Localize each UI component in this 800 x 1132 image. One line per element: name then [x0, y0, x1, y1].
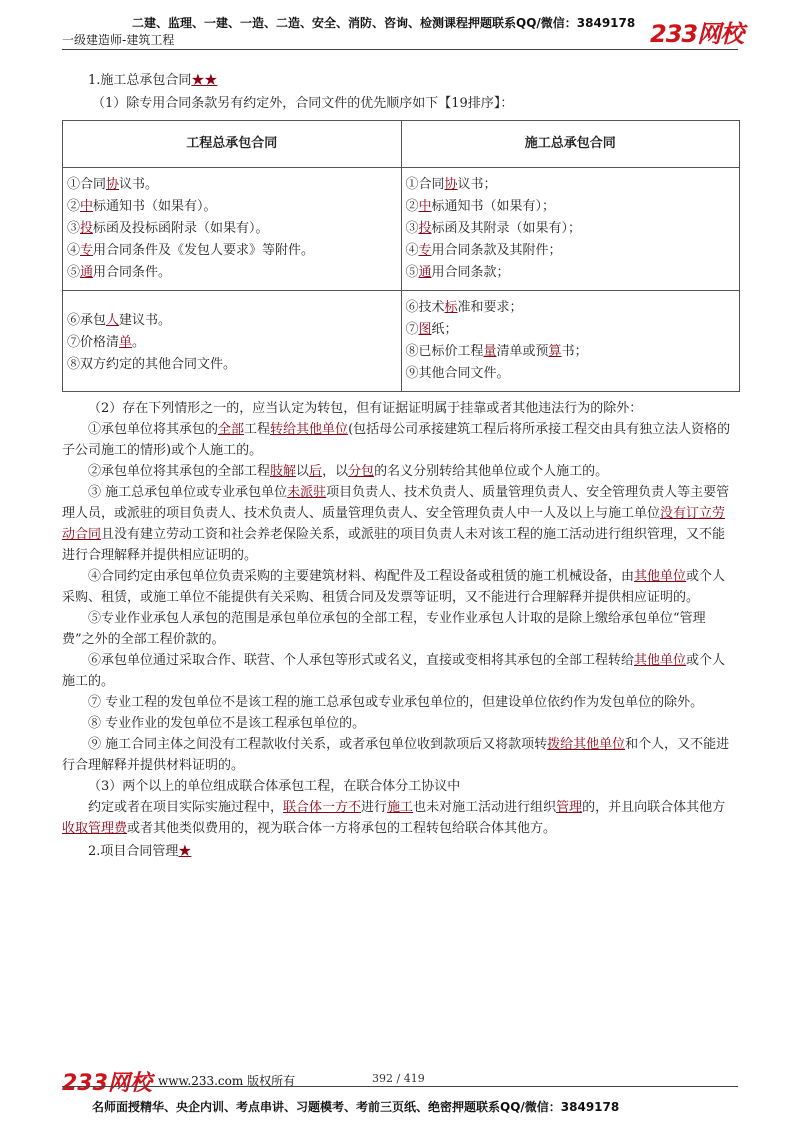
list-item: ⑦价格清单。: [67, 335, 146, 350]
importance-stars: ★: [178, 844, 192, 859]
list-item: ④专用合同条款及其附件；: [405, 243, 562, 258]
document-body: [62, 70, 738, 862]
paragraph-item-5: ⑤专业作业承包人承包的范围是承包单位承包的全部工程，专业作业承包人计取的是除上缴给承包单位“管理费”之外的全部工程价款的。: [62, 611, 706, 647]
list-item: ②中标通知书（如果有）；: [405, 199, 556, 214]
header-contact-line: 二建、监理、一建、一造、二造、安全、消防、咨询、检测课程押题联系QQ/微信：3849178: [132, 16, 636, 30]
paragraph-item-1: ①承包单位将其承包的全部工程转给其他单位(包括母公司承接建筑工程后将所承接工程交由具有独立法人资格的子公司施工的情形)或个人施工的。: [62, 422, 731, 458]
paragraph-item-9: ⑨ 施工合同主体之间没有工程款收付关系，或者承包单位收到款项后又将款项转拨给其他单位和个人，又不能进行合理解释并提供材料证明的。: [62, 737, 730, 773]
list-item: ⑧双方约定的其他合同文件。: [67, 357, 237, 372]
paragraph-item-2: ②承包单位将其承包的全部工程肢解以后，以分包的名义分别转给其他单位或个人施工的。: [88, 464, 609, 479]
table-row: [63, 168, 740, 291]
paragraph-item-7: ⑦ 专业工程的发包单位不是该工程的施工总承包或专业承包单位的，但建设单位依约作为发包单位的除外。: [88, 695, 704, 710]
paragraph-item-3: ③ 施工总承包单位或专业承包单位未派驻项目负责人、技术负责人、质量管理负责人、安全管理负责人等主要管理人员，或派驻的项目负责人、技术负责人、质量管理负责人、安全管理负责人中一人及以上与施工单位没有订立劳动合同且没有建立劳动工资和社会养老保险关系，或派驻的项目负责人未对该工程的施工活动进行组织管理，又不能进行合理解释并提供相应证明的。: [62, 485, 730, 563]
paragraph-item-4: ④合同约定由承包单位负责采购的主要建筑材料、构配件及工程设备或租赁的施工机械设备，由其他单位或个人采购、租赁，或施工单位不能提供有关采购、租赁合同及发票等证明，又不能进行合理解释并提供相应证明的。: [62, 569, 726, 605]
list-item: ⑧已标价工程量清单或预算书；: [405, 344, 588, 359]
footer-contact-line: 名师面授精华、央企内训、考点串讲、习题模考、考前三页纸、绝密押题联系QQ/微信：3849178: [92, 1100, 620, 1114]
paragraph-item-6: ⑥承包单位通过采取合作、联营、个人承包等形式或名义，直接或变相将其承包的全部工程转给其他单位或个人施工的。: [62, 653, 726, 689]
importance-stars: ★★: [191, 73, 218, 88]
list-item: ⑤通用合同条款；: [405, 265, 510, 280]
section-subtitle: （1）除专用合同条款另有约定外，合同文件的优先顺序如下【19排序】：: [92, 96, 514, 111]
list-item: ⑤通用合同条件。: [67, 265, 172, 280]
table-cell-right-a: [401, 168, 740, 291]
list-item: ⑦图纸；: [405, 322, 458, 337]
paragraph-joint-venture: 约定或者在项目实际实施过程中，联合体一方不进行施工也未对施工活动进行组织管理的，并且向联合体其他方收取管理费或者其他类似费用的，视为联合体一方将承包的工程转包给联合体其他方。: [62, 800, 726, 836]
list-item: ⑨其他合同文件。: [405, 366, 510, 381]
contract-priority-table: [62, 120, 740, 392]
list-item: ⑥承包人建议书。: [67, 313, 172, 328]
list-item: ②中标通知书（如果有）。: [67, 199, 217, 214]
list-item: ①合同协议书。: [67, 177, 159, 192]
section-title-2: 2.项目合同管理★: [88, 844, 192, 859]
list-item: ⑥技术标准和要求；: [405, 300, 523, 315]
page-number: 392 / 419: [372, 1072, 425, 1085]
table-cell-left-a: [63, 168, 402, 291]
paragraph-intro-3: （3）两个以上的单位组成联合体承包工程，在联合体分工协议中: [88, 779, 461, 794]
paragraph-item-8: ⑧ 专业作业的发包单位不是该工程承包单位的。: [88, 716, 366, 731]
page-header: [0, 0, 800, 60]
list-item: ①合同协议书；: [405, 177, 497, 192]
table-row: [63, 291, 740, 392]
table-header-cell: 工程总承包合同: [63, 121, 402, 168]
footer-site: www.233.com 版权所有: [158, 1074, 296, 1088]
header-subject: 一级建造师-建筑工程: [62, 33, 175, 47]
table-cell-right-b: [401, 291, 740, 392]
brand-logo: 233网校: [650, 20, 744, 48]
list-item: ④专用合同条件及《发包人要求》等附件。: [67, 243, 315, 258]
footer-divider: [62, 1086, 738, 1087]
table-cell-left-b: [63, 291, 402, 392]
paragraph-intro-2: （2）存在下列情形之一的，应当认定为转包，但有证据证明属于挂靠或者其他违法行为的除外：: [88, 401, 643, 416]
list-item: ③投标函及其附录（如果有）；: [405, 221, 582, 236]
header-divider: [62, 49, 738, 50]
section-title-1: 1.施工总承包合同★★: [88, 73, 218, 88]
list-item: ③投标函及投标函附录（如果有）。: [67, 221, 269, 236]
table-header-cell: 施工总承包合同: [401, 121, 740, 168]
footer-logo: 233网校: [62, 1071, 152, 1096]
table-header-row: [63, 121, 740, 168]
